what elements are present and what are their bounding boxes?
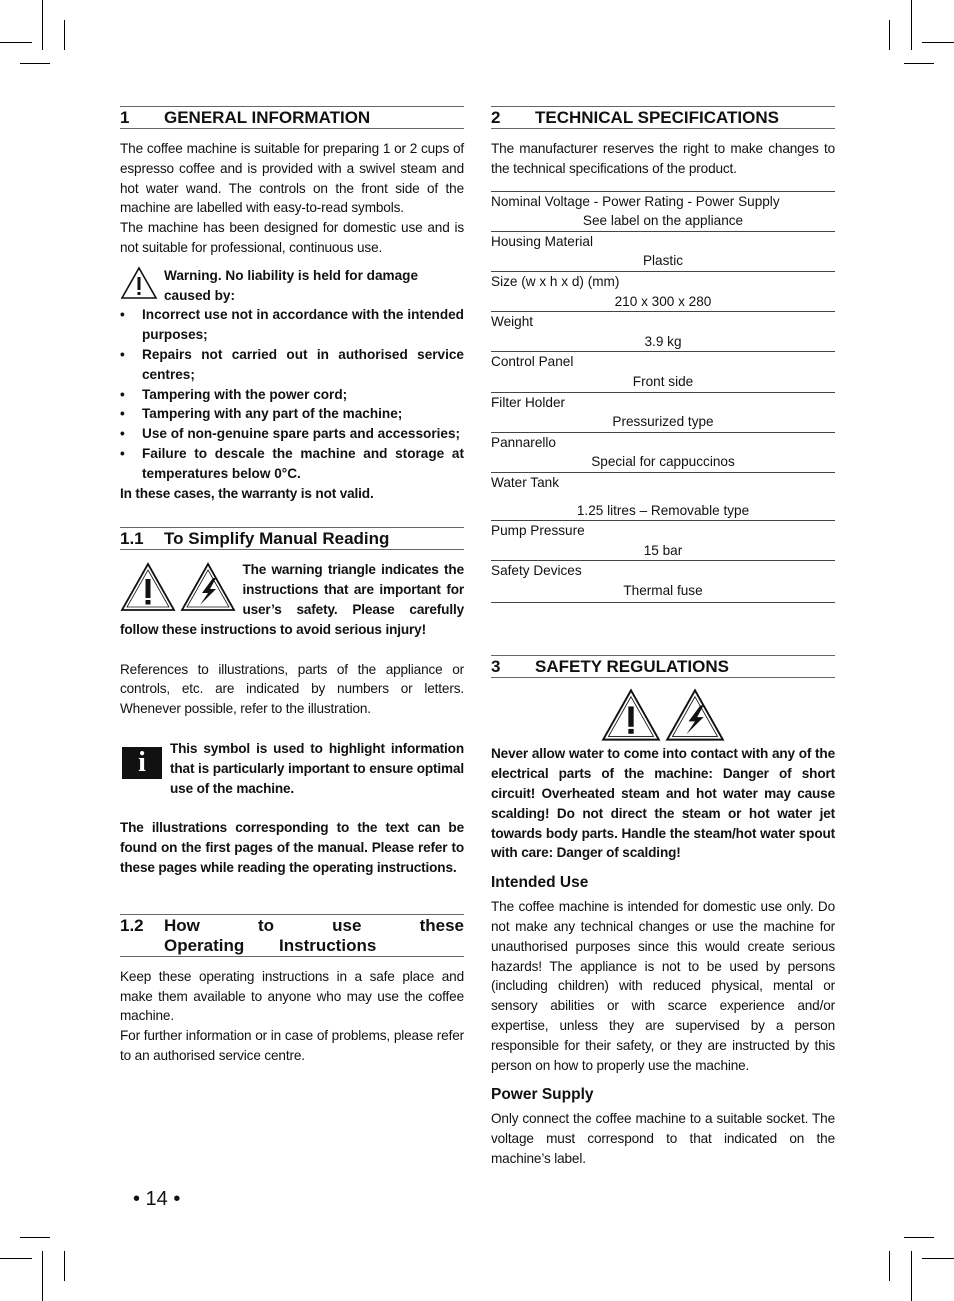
warning-triangle-icon <box>120 562 176 612</box>
spec-row: Nominal Voltage - Power Rating - Power Supply See label on the appliance <box>491 191 835 231</box>
warning-triangle-text: The warning triangle indicates the instructions that are important for user’s safety. Please carefully follow these instructions to avoid serious injury! <box>120 562 464 637</box>
crop-mark <box>904 63 934 64</box>
crop-mark <box>42 0 43 50</box>
section-3-heading: 3 SAFETY REGULATIONS <box>491 655 835 678</box>
power-supply-paragraph: Only connect the coffee machine to a suitable socket. The voltage must correspond to that indicated on the machine’s label. <box>491 1111 835 1167</box>
crop-mark <box>904 1237 934 1238</box>
electric-hazard-icon <box>180 562 236 612</box>
crop-mark <box>0 1258 32 1259</box>
crop-mark <box>922 1258 954 1259</box>
list-item: • Failure to descale the machine and storage at temperatures below 0°C. <box>120 444 464 484</box>
crop-mark <box>889 1251 890 1281</box>
references-paragraph: References to illustrations, parts of the appliance or controls, etc. are indicated by numbers or letters. Whenever possible, refer to the illustration. <box>120 661 464 717</box>
illustrations-note: The illustrations corresponding to the text can be found on the first pages of the manual. Please refer to these pages while reading the operating instructions. <box>120 820 464 875</box>
spec-row: Pannarello Special for cappuccinos <box>491 432 835 472</box>
warning-triangle-block <box>120 560 464 639</box>
section-1-heading: 1 GENERAL INFORMATION <box>120 106 464 129</box>
further-info-paragraph: For further information or in case of problems, please refer to an authorised service centre. <box>120 1028 464 1063</box>
spec-row: Housing Material Plastic <box>491 231 835 271</box>
spec-intro: The manufacturer reserves the right to make changes to the technical specifications of the product. <box>491 141 835 176</box>
crop-mark <box>911 1251 912 1301</box>
list-item: • Repairs not carried out in authorised service centres; <box>120 345 464 385</box>
crop-mark <box>20 1237 50 1238</box>
spec-row: Safety Devices Thermal fuse <box>491 560 835 603</box>
electric-hazard-icon <box>665 688 725 742</box>
warranty-note: In these cases, the warranty is not valid. <box>120 485 374 501</box>
crop-mark <box>922 42 954 43</box>
crop-mark <box>20 63 50 64</box>
page-number: • 14 • <box>133 1188 181 1210</box>
warning-icons <box>120 562 236 617</box>
crop-mark <box>42 1251 43 1301</box>
right-column <box>491 106 835 1169</box>
safety-icons <box>491 688 835 744</box>
list-item: • Tampering with the power cord; <box>120 385 464 405</box>
intended-use-paragraph: The coffee machine is intended for domestic use only. Do not make any technical changes or use the machine for unauthorised purposes since this would create serious hazards! The appliance is not to be used by persons (including children) with reduced physical, mental or sensory abilities or with scarce experience and/or expertise, unless they are supervised by a person responsible for their safety, or they are instructed by this person on how to properly use the machine. <box>491 899 835 1073</box>
crop-mark <box>911 0 912 50</box>
list-item: • Tampering with any part of the machine; <box>120 404 464 424</box>
crop-mark <box>64 1251 65 1281</box>
general-info-paragraph: The coffee machine is suitable for preparing 1 or 2 cups of espresso coffee and is provided with a swivel steam and hot water wand. The controls on the front side of the machine are labelled with easy-to-read symbols. <box>120 141 464 216</box>
warning-triangle-icon <box>601 688 661 742</box>
intended-use-heading: Intended Use <box>491 874 589 892</box>
info-symbol-block <box>120 739 464 798</box>
warning-triangle-icon <box>120 266 158 300</box>
liability-list <box>120 305 464 483</box>
list-item: • Use of non-genuine spare parts and accessories; <box>120 424 464 444</box>
spec-row: Filter Holder Pressurized type <box>491 392 835 432</box>
left-column <box>120 106 464 1066</box>
section-1-1-heading: 1.1 To Simplify Manual Reading <box>120 527 464 550</box>
crop-mark <box>64 20 65 50</box>
spec-row: Pump Pressure 15 bar <box>491 520 835 560</box>
spec-row: Weight 3.9 kg <box>491 311 835 351</box>
section-2-heading: 2 TECHNICAL SPECIFICATIONS <box>491 106 835 129</box>
spec-row: Water Tank 1.25 litres – Removable type <box>491 472 835 520</box>
liability-warning-text: Warning. No liability is held for damage caused by: <box>164 267 419 303</box>
info-symbol-text: This symbol is used to highlight information that is particularly important to ensure optimal use of the machine. <box>170 740 464 796</box>
spec-row: Size (w x h x d) (mm) 210 x 300 x 280 <box>491 271 835 311</box>
domestic-use-paragraph: The machine has been designed for domestic use and is not suitable for professional, continuous use. <box>120 220 464 255</box>
power-supply-heading: Power Supply <box>491 1086 594 1104</box>
info-icon: i <box>122 747 162 779</box>
crop-mark <box>0 42 32 43</box>
spec-row: Control Panel Front side <box>491 351 835 391</box>
spec-table <box>491 191 835 604</box>
liability-warning <box>120 266 464 306</box>
keep-instructions-paragraph: Keep these operating instructions in a safe place and make them available to anyone who may use the coffee machine. <box>120 968 464 1024</box>
list-item: • Incorrect use not in accordance with the intended purposes; <box>120 305 464 345</box>
crop-mark <box>889 20 890 50</box>
section-1-2-heading: 1.2 How to use these Operating Instructions <box>120 915 464 955</box>
safety-warning: Never allow water to come into contact with any of the electrical parts of the machine: Danger of short circuit! Overheated steam and hot water may cause scalding! Do not direct the steam or hot water jet towards body parts. Handle the steam/hot water spout with care: Danger of scalding! <box>491 746 835 861</box>
